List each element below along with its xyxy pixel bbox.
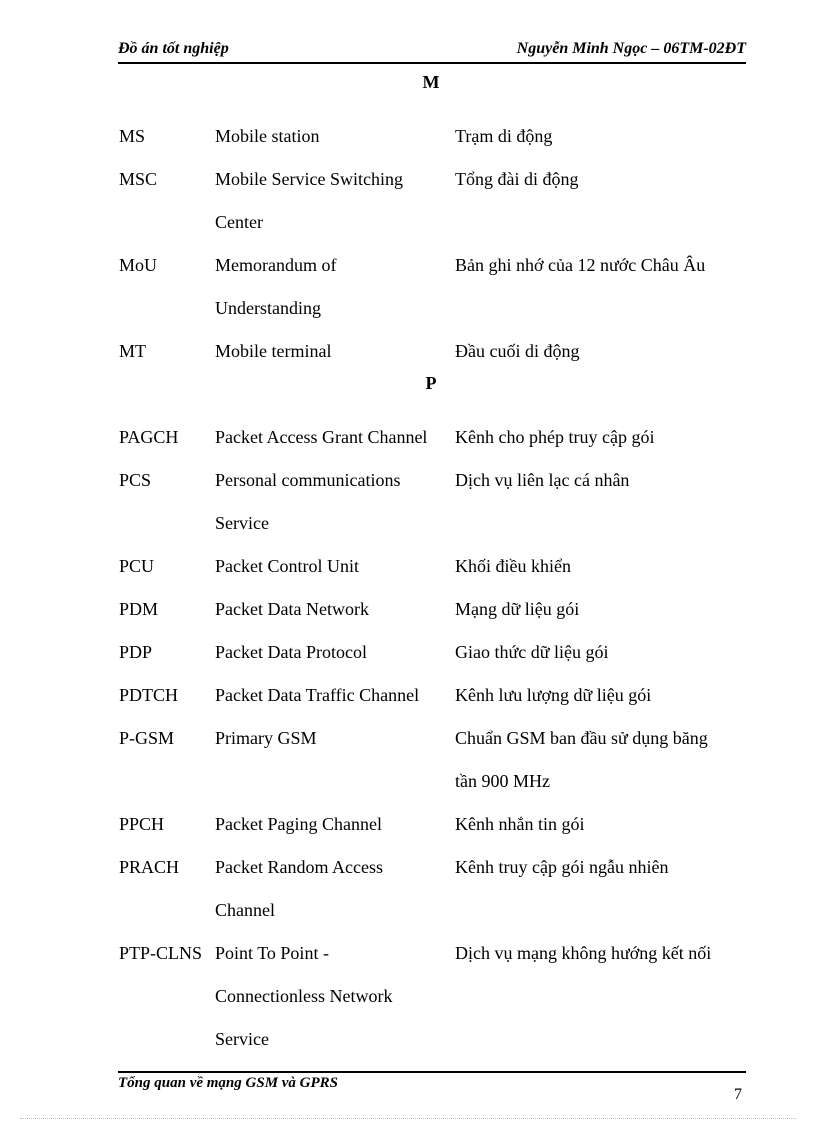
abbreviation-term: PTP-CLNS [119,943,203,963]
abbreviation-entry [0,545,816,588]
abbreviation-term: PCU [119,556,155,576]
vietnamese-definition-line: Kênh cho phép truy cập gói [455,427,655,447]
abbreviation-entry [0,717,816,803]
page-number: 7 [734,1086,742,1103]
vietnamese-definition-line: Khối điều khiển [455,556,571,576]
abbreviation-term: MT [119,341,146,361]
english-definition-line: Packet Data Network [215,599,369,619]
english-definition-line: Service [215,513,269,533]
english-definition [215,244,447,330]
abbreviation-entry [0,459,816,545]
abbreviation-entry [0,846,816,932]
english-definition [215,631,447,674]
english-definition [215,717,447,760]
abbreviation-term: PCS [119,470,152,490]
section-letter: P [425,373,437,393]
english-definition-line: Mobile station [215,126,320,146]
vietnamese-definition-line: Kênh truy cập gói ngẫu nhiên [455,857,669,877]
abbreviation-entry [0,803,816,846]
vietnamese-definition-line: Giao thức dữ liệu gói [455,642,609,662]
vietnamese-definition [455,631,730,674]
english-definition-line: Packet Control Unit [215,556,359,576]
abbreviation-term: MoU [119,255,158,275]
english-definition [215,459,447,545]
english-definition-line: Memorandum of [215,255,337,275]
vietnamese-definition-line: Kênh lưu lượng dữ liệu gói [455,685,652,705]
vietnamese-definition [455,244,730,287]
vietnamese-definition-line: Trạm di động [455,126,553,146]
vietnamese-definition [455,846,730,889]
abbreviation-term: PDP [119,642,153,662]
abbreviation-entry [0,631,816,674]
vietnamese-definition [455,588,730,631]
abbreviation-entry [0,416,816,459]
english-definition [215,158,447,244]
english-definition [215,803,447,846]
english-definition-line: Packet Access Grant Channel [215,427,428,447]
vietnamese-definition-line: Chuẩn GSM ban đầu sử dụng băng [455,728,708,748]
english-definition [215,416,447,459]
vietnamese-definition [455,158,730,201]
vietnamese-definition [455,330,730,373]
english-definition-line: Mobile terminal [215,341,332,361]
abbreviation-entry [0,330,816,373]
vietnamese-definition [455,416,730,459]
english-definition-line: Understanding [215,298,321,318]
english-definition [215,674,447,717]
english-definition [215,545,447,588]
vietnamese-definition [455,545,730,588]
vietnamese-definition-line: Tổng đài di động [455,169,579,189]
abbreviation-entry [0,674,816,717]
abbreviation-entry [0,115,816,158]
header-divider [118,62,746,64]
vietnamese-definition [455,674,730,717]
vietnamese-definition-line: Dịch vụ liên lạc cá nhân [455,470,630,490]
english-definition-line: Packet Random Access [215,857,383,877]
english-definition-line: Packet Data Traffic Channel [215,685,420,705]
abbreviation-term: PDTCH [119,685,179,705]
english-definition [215,846,447,932]
vietnamese-definition [455,803,730,846]
abbreviation-entry [0,244,816,330]
abbreviation-term: MSC [119,169,158,189]
vietnamese-definition-line: Bản ghi nhớ của 12 nước Châu Âu [455,255,706,275]
abbreviation-term: MS [119,126,146,146]
abbreviation-entry [0,588,816,631]
vietnamese-definition-line: Mạng dữ liệu gói [455,599,580,619]
section-letter: M [422,72,440,92]
abbreviation-entry [0,932,816,1061]
header-author: Nguyễn Minh Ngọc – 06TM-02ĐT [516,40,746,57]
vietnamese-definition [455,115,730,158]
english-definition [215,588,447,631]
abbreviation-term: PAGCH [119,427,179,447]
english-definition [215,115,447,158]
english-definition-line: Connectionless Network [215,986,393,1006]
english-definition-line: Personal communications [215,470,401,490]
vietnamese-definition-line: Kênh nhắn tin gói [455,814,585,834]
abbreviation-term: PDM [119,599,159,619]
header-thesis-title: Đồ án tốt nghiệp [118,40,229,57]
english-definition-line: Center [215,212,263,232]
english-definition-line: Mobile Service Switching [215,169,403,189]
english-definition-line: Service [215,1029,269,1049]
abbreviation-entry [0,158,816,244]
vietnamese-definition [455,459,730,502]
abbreviation-term: PPCH [119,814,165,834]
english-definition-line: Packet Data Protocol [215,642,367,662]
vietnamese-definition [455,717,730,803]
abbreviation-term: P-GSM [119,728,175,748]
page-header [118,40,746,62]
abbreviation-term: PRACH [119,857,180,877]
footer-divider [118,1071,746,1073]
english-definition-line: Packet Paging Channel [215,814,382,834]
english-definition [215,330,447,373]
vietnamese-definition-line: Đầu cuối di động [455,341,580,361]
english-definition-line: Primary GSM [215,728,317,748]
english-definition [215,932,447,1061]
page-edge-divider [20,1118,796,1119]
vietnamese-definition-line: Dịch vụ mạng không hướng kết nối [455,943,712,963]
vietnamese-definition [455,932,730,975]
vietnamese-definition-line: tần 900 MHz [455,771,550,791]
english-definition-line: Point To Point - [215,943,329,963]
footer-document-title: Tổng quan về mạng GSM và GPRS [118,1075,339,1091]
english-definition-line: Channel [215,900,275,920]
